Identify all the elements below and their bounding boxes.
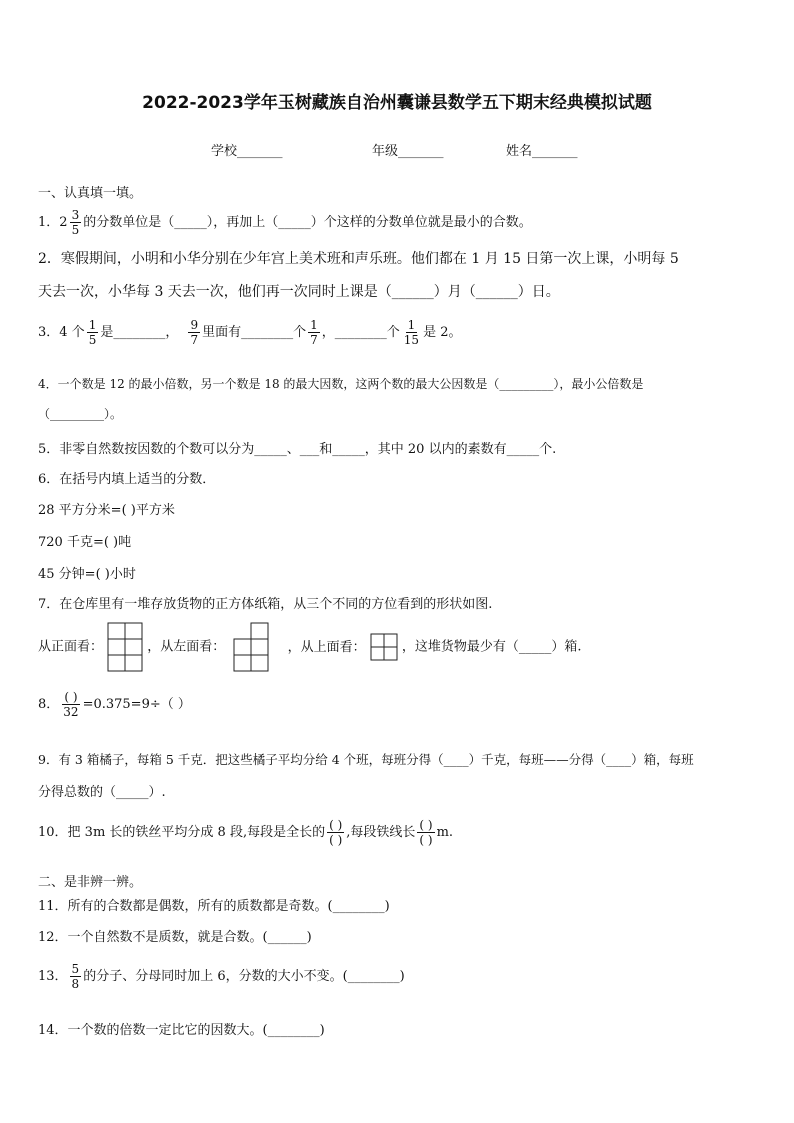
fraction-numerator: 1 [88,318,97,332]
question-text: 10．把 3m 长的铁丝平均分成 8 段,每段是全长的 [38,825,326,840]
fraction-denominator: 5 [88,333,97,347]
question-text: ，这堆货物最少有（_____）箱. [401,639,582,655]
question-6-b: 720 千克=( )吨 [38,535,132,550]
question-10 [38,818,453,847]
question-6-c: 45 分钟=( )小时 [38,567,136,582]
view-label-front: 从正面看： [38,639,104,655]
question-text: =0.375=9÷（ ） [82,697,191,712]
left-view-grid [233,622,269,672]
page-title: 2022-2023学年玉树藏族自治州囊谦县数学五下期末经典模拟试题 [142,93,652,113]
fraction-numerator: ( ) [329,818,343,832]
top-view-grid [370,633,398,661]
view-label-left: ，从左面看： [147,639,226,655]
front-view-grid [107,622,143,672]
question-13 [38,962,405,991]
grade-field: 年级_______ [372,144,444,159]
fraction-numerator: 5 [71,962,80,976]
fraction-denominator: 15 [403,333,420,347]
question-number: 13． [38,969,68,984]
fraction-numerator: 9 [190,318,199,332]
question-number: 8． [38,697,60,712]
question-3 [38,318,461,347]
question-text: 是________， [100,325,179,340]
question-text: 3．4 个 [38,325,85,340]
question-12: 12．一个自然数不是质数，就是合数。(______) [38,930,312,945]
question-9-line-1: 9．有 3 箱橘子，每箱 5 千克．把这些橘子平均分给 4 个班，每班分得（____）千克，每班——分得（____）箱，每班 [38,752,694,767]
section-heading-judge: 二、是非辨一辨。 [38,875,143,890]
fraction-denominator: 32 [63,705,79,719]
view-label-top: ，从上面看： [287,639,366,655]
question-text: ，________个 [321,325,400,340]
question-6-a: 28 平方分米=( )平方米 [38,503,175,518]
fraction-denominator: ( ) [329,833,343,847]
name-field: 姓名_______ [506,144,578,159]
fraction-denominator: ( ) [419,833,433,847]
question-5: 5．非零自然数按因数的个数可以分为_____、___和_____，其中 20 以内的素数有_____个. [38,442,557,457]
question-4-line-1: 4．一个数是 12 的最小倍数，另一个数是 18 的最大因数，这两个数的最大公因数是（_________），最小公倍数是 [38,377,644,391]
section-heading-fill: 一、认真填一填。 [38,186,143,201]
question-14: 14．一个数的倍数一定比它的因数大。(________) [38,1023,325,1038]
question-11: 11．所有的合数都是偶数，所有的质数都是奇数。(________) [38,899,390,914]
question-text: m. [436,825,454,840]
question-text: 里面有________个 [202,325,307,340]
fraction-numerator: 3 [71,208,80,222]
question-4-line-2: （_________）。 [38,407,123,421]
question-text: 的分数单位是（_____），再加上（_____）个这样的分数单位就是最小的合数。 [83,215,532,230]
question-text: 的分子、分母同时加上 6，分数的大小不变。(________) [83,969,405,984]
question-8 [38,690,191,719]
fraction-denominator: 8 [71,977,80,991]
question-text: ,每段铁线长 [346,825,416,840]
question-7-stem: 7．在仓库里有一堆存放货物的正方体纸箱，从三个不同的方位看到的形状如图. [38,597,493,612]
fraction-numerator: ( ) [64,690,78,704]
school-field: 学校_______ [211,144,283,159]
fraction-denominator: 7 [310,333,318,347]
fraction-denominator: 7 [190,333,199,347]
question-2-line-1: 2．寒假期间，小明和小华分别在少年宫上美术班和声乐班。他们都在 1 月 15 日第一次上课，小明每 5 [38,251,679,267]
question-number: 1． [38,215,60,230]
fraction-denominator: 5 [71,223,80,237]
question-6-stem: 6．在括号内填上适当的分数． [38,472,216,487]
question-text: 是 2。 [423,325,462,340]
mixed-whole: 2 [59,215,68,230]
question-7-views [38,622,582,672]
fraction-numerator: 1 [310,318,318,332]
question-1 [38,208,532,237]
question-9-line-2: 分得总数的（_____）. [38,785,166,800]
fraction-numerator: ( ) [419,818,433,832]
question-2-line-2: 天去一次，小华每 3 天去一次，他们再一次同时上课是（______）月（______）日。 [38,284,560,300]
fraction-numerator: 1 [407,318,416,332]
mixed-number [59,208,83,237]
